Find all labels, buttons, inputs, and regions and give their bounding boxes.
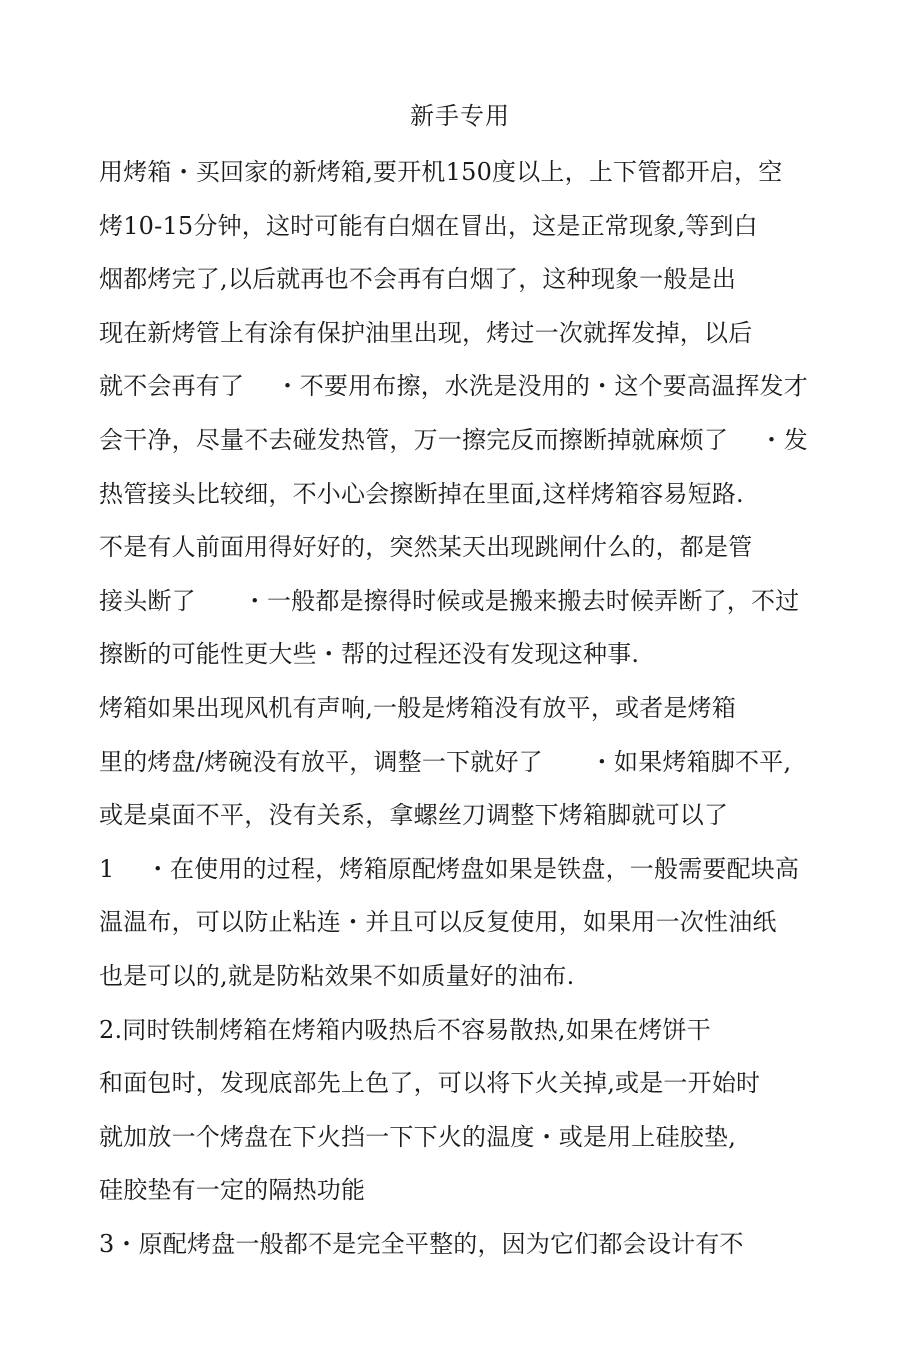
body-line: 接头断了 ・一般都是擦得时候或是搬来搬去时候弄断了，不过 bbox=[99, 586, 800, 615]
document-body bbox=[99, 152, 899, 1277]
body-line: 也是可以的,就是防粘效果不如质量好的油布. bbox=[99, 961, 575, 990]
body-line: 3・原配烤盘一般都不是完全平整的，因为它们都会设计有不 bbox=[99, 1229, 744, 1258]
body-line: 烤箱如果出现风机有声响,一般是烤箱没有放平，或者是烤箱 bbox=[99, 693, 737, 722]
body-line: 就加放一个烤盘在下火挡一下下火的温度・或是用上硅胶垫, bbox=[99, 1122, 737, 1151]
body-line: 擦断的可能性更大些・帮的过程还没有发现这种事. bbox=[99, 640, 640, 669]
body-line: 里的烤盘/烤碗没有放平，调整一下就好了 ・如果烤箱脚不平, bbox=[99, 747, 792, 776]
body-line: 和面包时，发现底部先上色了，可以将下火关掉,或是一开始时 bbox=[99, 1069, 761, 1098]
body-line: 1 ・在使用的过程，烤箱原配烤盘如果是铁盘，一般需要配块高 bbox=[99, 854, 800, 883]
body-line: 用烤箱・买回家的新烤箱,要开机150度以上，上下管都开启，空 bbox=[99, 158, 783, 186]
body-line: 现在新烤管上有涂有保护油里出现，烤过一次就挥发掉，以后 bbox=[99, 318, 753, 347]
body-line: 热管接头比较细，不小心会擦断掉在里面,这样烤箱容易短路. bbox=[99, 479, 744, 508]
body-line: 烤10-15分钟，这时可能有白烟在冒出，这是正常现象,等到白 bbox=[99, 211, 758, 240]
body-line: 会干净，尽量不去碰发热管，万一擦完反而擦断掉就麻烦了 ・发 bbox=[99, 425, 808, 454]
body-line: 硅胶垫有一定的隔热功能 bbox=[99, 1176, 366, 1205]
body-line: 或是桌面不平，没有关系，拿螺丝刀调整下烤箱脚就可以了 bbox=[99, 801, 729, 830]
document-title: 新手专用 bbox=[410, 102, 510, 130]
body-line: 2.同时铁制烤箱在烤箱内吸热后不容易散热,如果在烤饼干 bbox=[99, 1015, 711, 1044]
body-line: 温温布，可以防止粘连・并且可以反复使用，如果用一次性油纸 bbox=[99, 908, 777, 937]
body-line: 就不会再有了 ・不要用布擦，水洗是没用的・这个要高温挥发才 bbox=[99, 372, 808, 401]
body-line: 烟都烤完了,以后就再也不会再有白烟了，这种现象一般是出 bbox=[99, 265, 737, 294]
body-line: 不是有人前面用得好好的，突然某天出现跳闸什么的，都是管 bbox=[99, 533, 753, 562]
